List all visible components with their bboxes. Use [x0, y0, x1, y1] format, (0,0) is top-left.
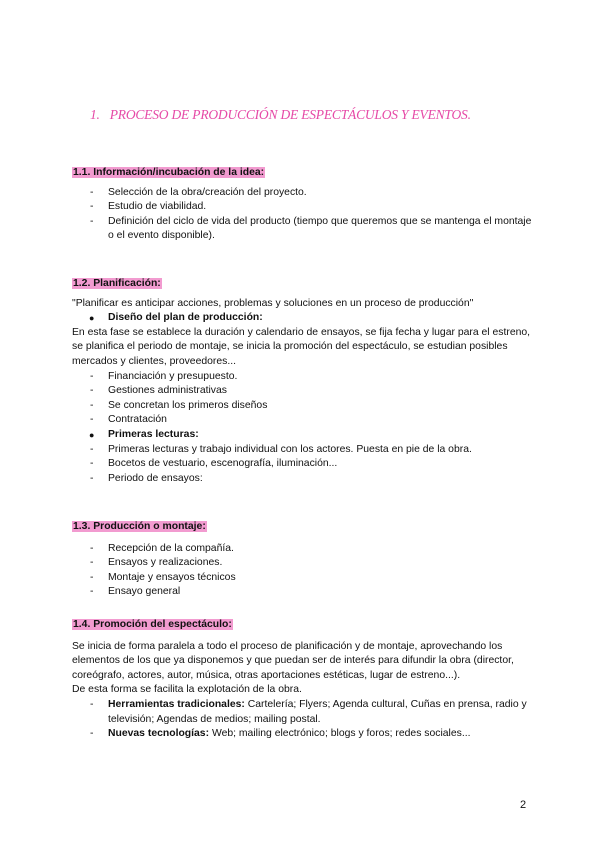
section-list: [72, 186, 540, 244]
list-item: - Bocetos de vestuario, escenografía, iluminación...: [72, 457, 540, 472]
list-item: - Recepción de la compañía.: [72, 542, 540, 557]
body-paragraph: En esta fase se establece la duración y calendario de ensayos, se fija fecha y lugar para el estreno, se planifica el periodo de montaje, se inicia la promoción del espectáculo, se estudian posibles mercados y clientes, proveedores...: [72, 326, 531, 367]
bullet-list: [72, 311, 540, 326]
list-item: - Gestiones administrativas: [72, 384, 540, 399]
section-heading-text: 1.1. Información/incubación de la idea:: [73, 167, 265, 178]
list-item: - Contratación: [72, 413, 540, 428]
section-1-3: [72, 520, 540, 600]
title-text: PROCESO DE PRODUCCIÓN DE ESPECTÁCULOS Y EVENTOS.: [109, 107, 471, 122]
list-item: - Periodo de ensayos:: [72, 472, 540, 487]
document-title: [90, 108, 560, 123]
body-paragraph: Se inicia de forma paralela a todo el proceso de planificación y de montaje, aprovechando los elementos de los que ya disponemos y que puedan ser de interés para difundir la obra (director, coreógrafo, actores, autor, música, otras aportaciones estéticas, lugar de estreno...).: [72, 640, 514, 681]
list-item: - Estudio de viabilidad.: [72, 200, 540, 215]
list-item: - Se concretan los primeros diseños: [72, 399, 540, 414]
bullet-item: ● Primeras lecturas:: [72, 428, 540, 443]
bullet-item: ● Diseño del plan de producción:: [72, 311, 540, 326]
list-item: - Montaje y ensayos técnicos: [72, 571, 540, 586]
section-heading: [72, 520, 540, 535]
section-heading-text: 1.2. Planificación:: [73, 278, 161, 289]
list-item: - Selección de la obra/creación del proyecto.: [72, 186, 540, 201]
list-item: [72, 727, 540, 742]
section-1-2: [72, 277, 540, 486]
list-item: - Ensayos y realizaciones.: [72, 556, 540, 571]
section-list: [72, 370, 540, 487]
section-list: [72, 698, 540, 742]
section-1-4: [72, 618, 540, 742]
section-heading: [72, 166, 540, 181]
body-paragraph: De esta forma se facilita la explotación de la obra.: [72, 684, 302, 696]
list-item-label: Nuevas tecnologías:: [108, 728, 210, 740]
list-item: [72, 698, 540, 727]
quote-paragraph: "Planificar es anticipar acciones, problemas y soluciones en un proceso de producción": [72, 297, 474, 309]
section-1-1: [72, 166, 540, 244]
section-heading-text: 1.4. Promoción del espectáculo:: [73, 619, 232, 630]
page-number: 2: [520, 799, 527, 811]
list-item: - Ensayo general: [72, 585, 540, 600]
list-item: - Definición del ciclo de vida del producto (tiempo que queremos que se mantenga el montaje o el evento disponible).: [72, 215, 540, 244]
list-item-label: Herramientas tradicionales:: [108, 698, 245, 710]
list-item-text: Cartelería; Flyers; Agenda cultural, Cuñas en prensa, radio y televisión; Agendas de medios; mailing postal.: [108, 698, 527, 725]
section-heading: [72, 618, 540, 633]
list-item-text: Web; mailing electrónico; blogs y foros; redes sociales...: [209, 728, 471, 740]
section-list: [72, 542, 540, 600]
title-number: 1.: [90, 107, 100, 122]
list-item: - Primeras lecturas y trabajo individual con los actores. Puesta en pie de la obra.: [72, 443, 540, 458]
list-item: - Financiación y presupuesto.: [72, 370, 540, 385]
section-heading: [72, 277, 540, 292]
section-heading-text: 1.3. Producción o montaje:: [73, 521, 206, 532]
